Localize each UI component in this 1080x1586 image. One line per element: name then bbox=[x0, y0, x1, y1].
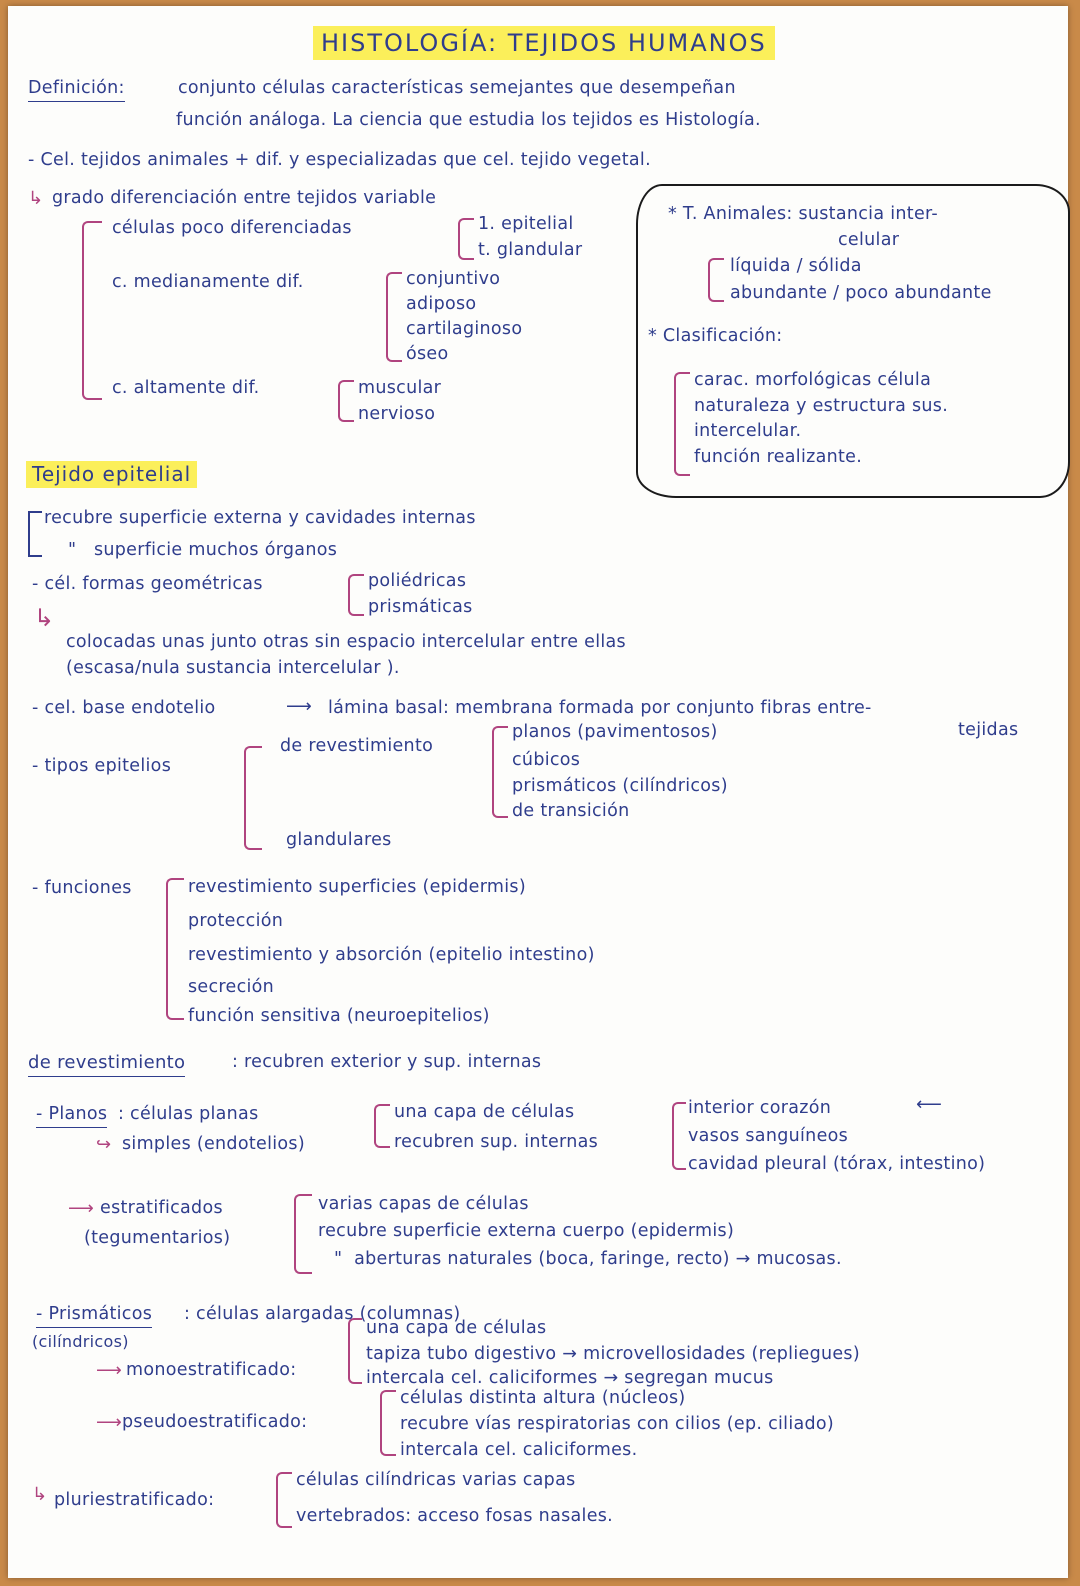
definicion-label: Definición: bbox=[28, 78, 125, 102]
epitelial-b5: (escasa/nula sustancia intercelular ). bbox=[66, 658, 400, 678]
branch1-label: células poco diferenciadas bbox=[112, 218, 352, 238]
brace-pseudo bbox=[380, 1390, 396, 1456]
pluri-item-0: células cilíndricas varias capas bbox=[296, 1470, 576, 1490]
pseudo-item-1: recubre vías respiratorias con cilios (ep. ciliado) bbox=[400, 1414, 835, 1434]
arrow-icon: ⟵ bbox=[916, 1094, 942, 1115]
arrow-icon: ⟶ bbox=[68, 1198, 94, 1219]
arrow-icon: ↳ bbox=[34, 604, 55, 632]
branch2-item-3: óseo bbox=[406, 344, 449, 364]
brace-funciones bbox=[166, 878, 184, 1020]
branch3-item-1: nervioso bbox=[358, 404, 436, 424]
arrow-icon: ↪ bbox=[96, 1134, 112, 1155]
epitelial-b6: - cel. base endotelio bbox=[32, 698, 216, 718]
box-star1-item-0: líquida / sólida bbox=[730, 256, 862, 276]
definicion-bullet2: grado diferenciación entre tejidos variable bbox=[52, 188, 437, 208]
epitelial-b7-item-1: cúbicos bbox=[512, 750, 581, 770]
bracket-epitelial bbox=[28, 511, 42, 557]
branch2-item-2: cartilaginoso bbox=[406, 319, 523, 339]
epitelial-b8-item-2: revestimiento y absorción (epitelio intestino) bbox=[188, 945, 595, 965]
mono-item-2: intercala cel. caliciformes → segregan mucus bbox=[366, 1368, 774, 1388]
box-star2-item-0: carac. morfológicas célula bbox=[694, 370, 932, 390]
pseudo-item-2: intercala cel. caliciformes. bbox=[400, 1440, 638, 1460]
estratificados-item-2: " aberturas naturales (boca, faringe, recto) → mucosas. bbox=[334, 1249, 842, 1269]
branch2-label: c. medianamente dif. bbox=[112, 272, 304, 292]
epitelial-b8-item-4: función sensitiva (neuroepitelios) bbox=[188, 1006, 490, 1026]
epitelial-b6b: lámina basal: membrana formada por conjunto fibras entre- bbox=[328, 698, 872, 718]
estratificados-label: estratificados bbox=[100, 1198, 223, 1218]
epitelial-b4: colocadas unas junto otras sin espacio intercelular entre ellas bbox=[66, 632, 626, 652]
box-star2-item-3: función realizante. bbox=[694, 447, 863, 467]
epitelial-b3-item-1: prismáticas bbox=[368, 597, 473, 617]
pseudo-item-0: células distinta altura (núcleos) bbox=[400, 1388, 686, 1408]
prismaticos-label: - Prismáticos bbox=[36, 1304, 152, 1328]
box-star1: * T. Animales: sustancia inter- bbox=[668, 204, 938, 224]
mono-item-0: una capa de células bbox=[366, 1318, 547, 1338]
epitelial-b3-item-0: poliédricas bbox=[368, 571, 467, 591]
simples-sub-2: cavidad pleural (tórax, intestino) bbox=[688, 1154, 986, 1174]
arrow-icon: ↳ bbox=[32, 1484, 48, 1505]
epitelial-b8: - funciones bbox=[32, 878, 132, 898]
epitelial-b7-item-2: prismáticos (cilíndricos) bbox=[512, 776, 728, 796]
planos-rest: : células planas bbox=[118, 1104, 259, 1124]
planos-label: - Planos bbox=[36, 1104, 107, 1128]
simples-item-1: recubren sup. internas bbox=[394, 1132, 599, 1152]
epitelial-b2: " superficie muchos órganos bbox=[68, 540, 338, 560]
epitelial-b3: - cél. formas geométricas bbox=[32, 574, 263, 594]
brace-box2 bbox=[674, 372, 690, 476]
estratificados-sub: (tegumentarios) bbox=[84, 1228, 231, 1248]
heading-revestimiento: de revestimiento bbox=[28, 1052, 185, 1077]
notebook-page bbox=[8, 6, 1068, 1578]
estratificados-item-0: varias capas de células bbox=[318, 1194, 529, 1214]
branch2-item-0: conjuntivo bbox=[406, 269, 501, 289]
branch3-item-0: muscular bbox=[358, 378, 442, 398]
brace-formas bbox=[348, 574, 364, 616]
branch1-item-1: t. glandular bbox=[478, 240, 583, 260]
simples-sub-0: interior corazón bbox=[688, 1098, 832, 1118]
pluri-item-1: vertebrados: acceso fosas nasales. bbox=[296, 1506, 614, 1526]
simples-item-0: una capa de células bbox=[394, 1102, 575, 1122]
box-star2-item-1: naturaleza y estructura sus. bbox=[694, 396, 949, 416]
brace-rev bbox=[492, 726, 508, 818]
epitelial-b7: - tipos epitelios bbox=[32, 756, 172, 776]
mono-item-1: tapiza tubo digestivo → microvellosidades (repliegues) bbox=[366, 1344, 860, 1364]
heading-tejido-epitelial: Tejido epitelial bbox=[26, 461, 197, 488]
brace-mono bbox=[348, 1318, 362, 1384]
definicion-line1: conjunto células características semejantes que desempeñan bbox=[178, 78, 736, 98]
branch2-item-1: adiposo bbox=[406, 294, 477, 314]
box-star2-item-2: intercelular. bbox=[694, 421, 802, 441]
epitelial-b8-item-1: protección bbox=[188, 911, 284, 931]
pseudo-label: pseudoestratificado: bbox=[122, 1412, 308, 1432]
pluri-label: pluriestratificado: bbox=[54, 1490, 215, 1510]
brace-simples bbox=[374, 1104, 390, 1148]
prismaticos-sub: (cilíndricos) bbox=[32, 1332, 129, 1351]
brace-box1 bbox=[708, 258, 724, 302]
arrow-icon: ⟶ bbox=[96, 1412, 122, 1433]
epitelial-b6c: tejidas bbox=[958, 720, 1019, 740]
epitelial-b7-item-3: de transición bbox=[512, 801, 630, 821]
epitelial-b1: recubre superficie externa y cavidades internas bbox=[44, 508, 476, 528]
epitelial-b7-gland: glandulares bbox=[286, 830, 392, 850]
epitelial-b7-rev: de revestimiento bbox=[280, 736, 434, 756]
brace-pluri bbox=[276, 1472, 292, 1528]
branch1-item-0: 1. epitelial bbox=[478, 214, 574, 234]
mono-label: monoestratificado: bbox=[126, 1360, 297, 1380]
brace-simples-sub bbox=[672, 1102, 686, 1170]
box-star1-item-1: abundante / poco abundante bbox=[730, 283, 992, 303]
epitelial-b8-item-0: revestimiento superficies (epidermis) bbox=[188, 877, 526, 897]
epitelial-b7-item-0: planos (pavimentosos) bbox=[512, 722, 718, 742]
brace-branch1 bbox=[458, 218, 474, 260]
definicion-line2: función análoga. La ciencia que estudia los tejidos es Histología. bbox=[176, 110, 761, 130]
arrow-icon: ⟶ bbox=[286, 696, 312, 717]
brace-estratificados bbox=[294, 1194, 312, 1274]
arrow-icon: ⟶ bbox=[96, 1360, 122, 1381]
brace-branch3 bbox=[338, 380, 354, 422]
page-title: HISTOLOGÍA: TEJIDOS HUMANOS bbox=[313, 26, 775, 60]
brace-branch2 bbox=[386, 272, 402, 362]
epitelial-b8-item-3: secreción bbox=[188, 977, 275, 997]
arrow-icon: ↳ bbox=[28, 188, 44, 209]
estratificados-item-1: recubre superficie externa cuerpo (epidermis) bbox=[318, 1221, 735, 1241]
simples-sub-1: vasos sanguíneos bbox=[688, 1126, 849, 1146]
prismaticos-rest: : células alargadas (columnas) bbox=[184, 1304, 461, 1324]
box-star2: * Clasificación: bbox=[648, 326, 783, 346]
definicion-bullet1: - Cel. tejidos animales + dif. y especializadas que cel. tejido vegetal. bbox=[28, 150, 651, 170]
planos-simples: simples (endotelios) bbox=[122, 1134, 305, 1154]
heading-revestimiento-rest: : recubren exterior y sup. internas bbox=[232, 1052, 542, 1072]
brace-diff bbox=[82, 221, 102, 400]
box-star1b: celular bbox=[838, 230, 900, 250]
brace-tipos bbox=[244, 746, 262, 850]
branch3-label: c. altamente dif. bbox=[112, 378, 260, 398]
